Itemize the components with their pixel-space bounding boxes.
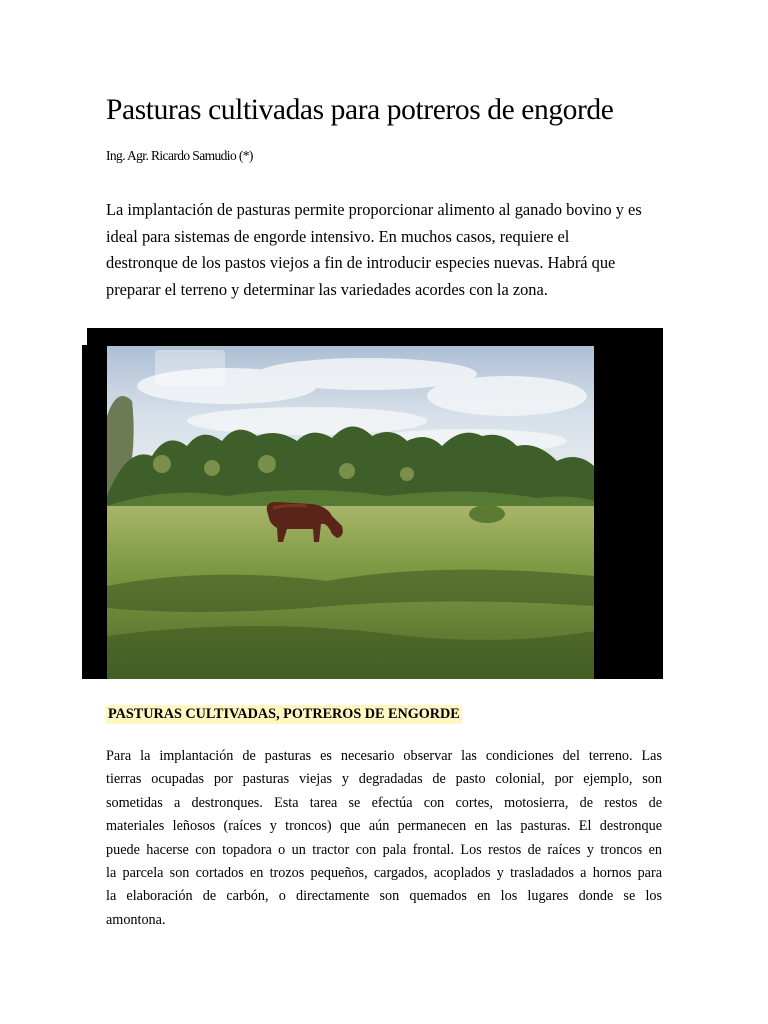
intro-line: destronque de los pastos viejos a fin de introducir especies nuevas. Habrá que [106, 253, 616, 272]
body-line: Para la implantación de pasturas es necesario observar las condiciones del terreno. Las [106, 748, 662, 764]
pasture-photo [107, 346, 594, 679]
body-line: la parcela son cortados en trozos pequeños, cargados, acoplados y trasladados a hornos para [106, 864, 662, 881]
bush [469, 505, 505, 523]
body-line: puede hacerse con topadora o un tractor con pala frontal. Los restos de raíces y troncos en [106, 841, 662, 858]
watermark-logo [155, 350, 225, 386]
section-heading: PASTURAS CULTIVADAS, POTREROS DE ENGORDE [108, 706, 460, 722]
body-line: materiales leñosos (raíces y troncos) que aún permanecen en las pasturas. El destronque [106, 818, 662, 835]
body-line: tierras ocupadas por pasturas viejas y degradadas de pasto colonial, por ejemplo, son [106, 771, 662, 788]
intro-line: preparar el terreno y determinar las variedades acordes con la zona. [106, 279, 548, 299]
intro-line: La implantación de pasturas permite proporcionar alimento al ganado bovino y es [106, 200, 642, 219]
author-byline: Ing. Agr. Ricardo Samudio (*) [106, 148, 253, 163]
body-line: amontona. [106, 911, 166, 928]
body-paragraph [106, 745, 662, 932]
intro-line: ideal para sistemas de engorde intensivo. En muchos casos, requiere el [106, 226, 570, 246]
article-title: Pasturas cultivadas para potreros de engorde [106, 94, 614, 126]
body-line: la elaboración de carbón, o directamente son quemados en los lugares donde se los [106, 888, 662, 905]
body-line: sometidas a destronques. Esta tarea se efectúa con cortes, motosierra, de restos de [106, 794, 662, 811]
intro-paragraph [106, 197, 676, 303]
